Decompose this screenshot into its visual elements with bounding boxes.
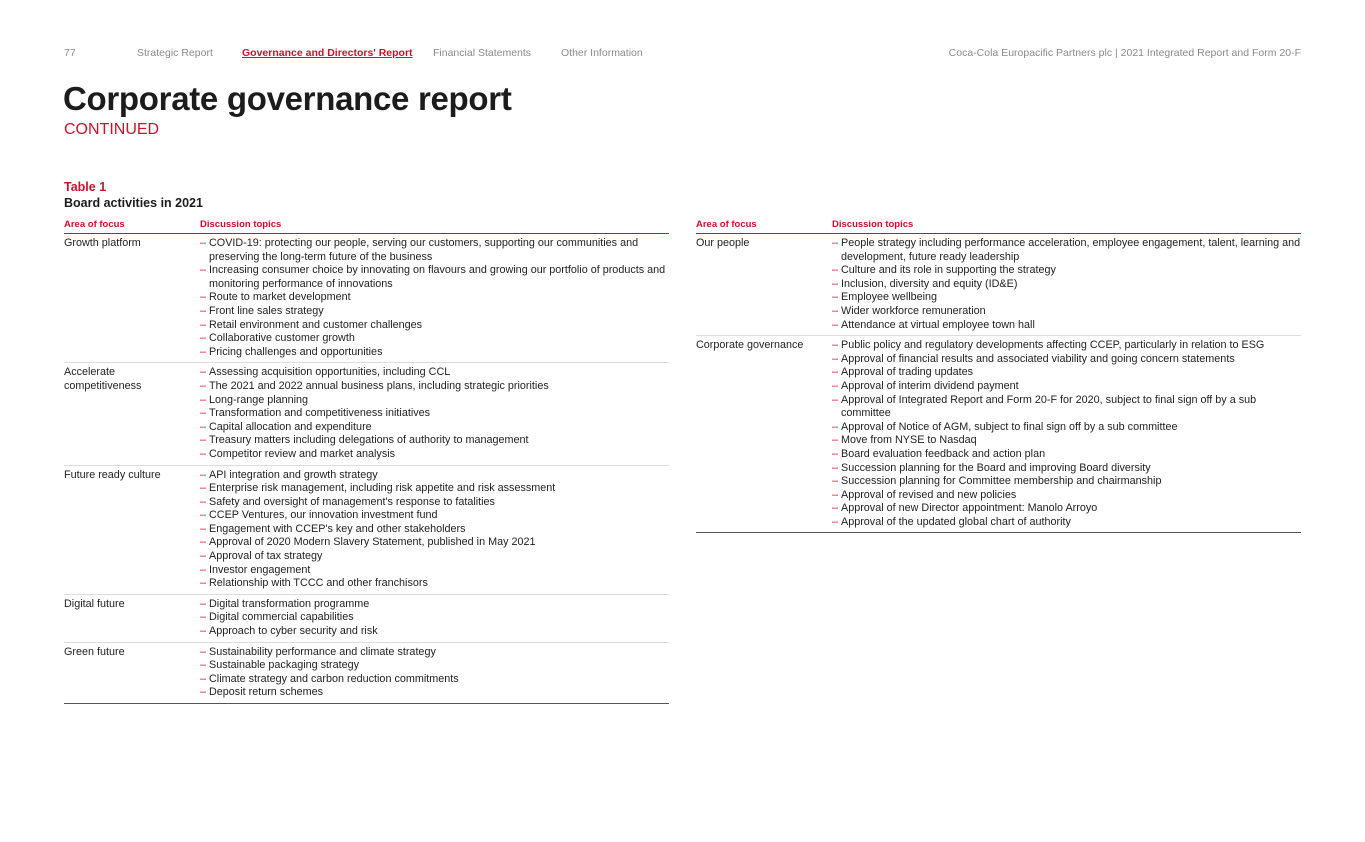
topic-item: – Succession planning for the Board and improving Board diversity — [832, 462, 1301, 476]
table-row — [64, 363, 669, 465]
topic-item: – Investor engagement — [200, 564, 669, 578]
area-of-focus: Digital future — [64, 597, 125, 610]
header-area-of-focus: Area of focus — [64, 219, 125, 230]
topic-item: – Retail environment and customer challenges — [200, 319, 669, 333]
discussion-topics — [832, 339, 1301, 529]
topic-item: – Collaborative customer growth — [200, 332, 669, 346]
topic-item: – Approval of new Director appointment: Manolo Arroyo — [832, 502, 1301, 516]
discussion-topics — [200, 646, 669, 700]
page-title: Corporate governance report — [63, 80, 512, 117]
table-label: Table 1 — [64, 180, 107, 194]
table-row — [64, 643, 669, 704]
discussion-topics — [200, 469, 669, 591]
topic-item: – Public policy and regulatory developments affecting CCEP, particularly in relation to ESG — [832, 339, 1301, 353]
discussion-topics — [200, 237, 669, 359]
topic-item: – Board evaluation feedback and action plan — [832, 448, 1301, 462]
topic-item: – Culture and its role in supporting the strategy — [832, 264, 1301, 278]
topic-item: – Climate strategy and carbon reduction commitments — [200, 673, 669, 687]
topic-item: – Increasing consumer choice by innovating on flavours and growing our portfolio of products and monitoring performance of innovations — [200, 264, 669, 291]
page-subtitle: CONTINUED — [64, 121, 160, 138]
table-header — [696, 219, 1301, 234]
topic-item: – Safety and oversight of management's response to fatalities — [200, 496, 669, 510]
topic-item: – Treasury matters including delegations of authority to management — [200, 434, 669, 448]
topic-item: – Approval of interim dividend payment — [832, 380, 1301, 394]
topic-item: – Assessing acquisition opportunities, including CCL — [200, 366, 669, 380]
nav-financial-statements[interactable]: Financial Statements — [433, 47, 532, 59]
nav-strategic-report[interactable]: Strategic Report — [137, 47, 213, 59]
page-number: 77 — [64, 47, 76, 59]
topic-item: – Approval of trading updates — [832, 366, 1301, 380]
topic-item: – Front line sales strategy — [200, 305, 669, 319]
table-row — [696, 336, 1301, 533]
header-discussion-topics: Discussion topics — [200, 219, 282, 230]
topic-item: – Approval of revised and new policies — [832, 489, 1301, 503]
topic-item: – Route to market development — [200, 291, 669, 305]
header-discussion-topics: Discussion topics — [832, 219, 914, 230]
discussion-topics — [200, 598, 669, 639]
topic-item: – Competitor review and market analysis — [200, 448, 669, 462]
topic-item: – Transformation and competitiveness initiatives — [200, 407, 669, 421]
topic-item: – Relationship with TCCC and other franchisors — [200, 577, 669, 591]
topic-item: – Digital commercial capabilities — [200, 611, 669, 625]
board-activities-table-right — [696, 219, 1301, 533]
top-navigation — [64, 47, 1301, 61]
topic-item: – Wider workforce remuneration — [832, 305, 1301, 319]
table-row — [64, 466, 669, 595]
area-of-focus: Green future — [64, 645, 125, 658]
topic-item: – Approval of Integrated Report and Form 20-F for 2020, subject to final sign off by a sub committee — [832, 394, 1301, 421]
table-row — [64, 234, 669, 363]
table-row — [696, 234, 1301, 336]
discussion-topics — [832, 237, 1301, 332]
topic-item: – People strategy including performance acceleration, employee engagement, talent, learning and development, future ready leadership — [832, 237, 1301, 264]
area-of-focus: Future ready culture — [64, 468, 161, 481]
table-row — [64, 595, 669, 643]
board-activities-table-left — [64, 219, 669, 704]
topic-item: – Approval of 2020 Modern Slavery Statement, published in May 2021 — [200, 536, 669, 550]
table-header — [64, 219, 669, 234]
topic-item: – Sustainable packaging strategy — [200, 659, 669, 673]
document-title: Coca-Cola Europacific Partners plc | 2021 Integrated Report and Form 20-F — [948, 47, 1301, 59]
topic-item: – Enterprise risk management, including risk appetite and risk assessment — [200, 482, 669, 496]
topic-item: – Approval of Notice of AGM, subject to final sign off by a sub committee — [832, 421, 1301, 435]
topic-item: – Succession planning for Committee membership and chairmanship — [832, 475, 1301, 489]
area-of-focus: Growth platform — [64, 237, 141, 249]
area-of-focus: Our people — [696, 237, 750, 249]
table-name: Board activities in 2021 — [64, 196, 203, 210]
topic-item: – Sustainability performance and climate strategy — [200, 646, 669, 660]
topic-item: – Pricing challenges and opportunities — [200, 346, 669, 360]
header-area-of-focus: Area of focus — [696, 219, 757, 230]
topic-item: – The 2021 and 2022 annual business plans, including strategic priorities — [200, 380, 669, 394]
topic-item: – Approval of tax strategy — [200, 550, 669, 564]
discussion-topics — [200, 366, 669, 461]
table-body — [696, 234, 1301, 533]
area-of-focus: Corporate governance — [696, 339, 804, 352]
topic-item: – Move from NYSE to Nasdaq — [832, 434, 1301, 448]
topic-item: – COVID-19: protecting our people, serving our customers, supporting our communities and preserving the long-term future of the business — [200, 237, 669, 264]
topic-item: – Attendance at virtual employee town hall — [832, 319, 1301, 333]
table-body — [64, 234, 669, 704]
topic-item: – Inclusion, diversity and equity (ID&E) — [832, 278, 1301, 292]
topic-item: – Approval of financial results and associated viability and going concern statements — [832, 353, 1301, 367]
topic-item: – Engagement with CCEP's key and other stakeholders — [200, 523, 669, 537]
topic-item: – Long-range planning — [200, 394, 669, 408]
topic-item: – Capital allocation and expenditure — [200, 421, 669, 435]
topic-item: – Deposit return schemes — [200, 686, 669, 700]
topic-item: – API integration and growth strategy — [200, 469, 669, 483]
area-of-focus: Accelerate competitiveness — [64, 366, 142, 392]
topic-item: – Approval of the updated global chart of authority — [832, 516, 1301, 530]
nav-other-information[interactable]: Other Information — [561, 47, 643, 59]
topic-item: – Digital transformation programme — [200, 598, 669, 612]
nav-governance-report[interactable]: Governance and Directors' Report — [242, 47, 413, 59]
topic-item: – Employee wellbeing — [832, 291, 1301, 305]
topic-item: – CCEP Ventures, our innovation investment fund — [200, 509, 669, 523]
topic-item: – Approach to cyber security and risk — [200, 625, 669, 639]
